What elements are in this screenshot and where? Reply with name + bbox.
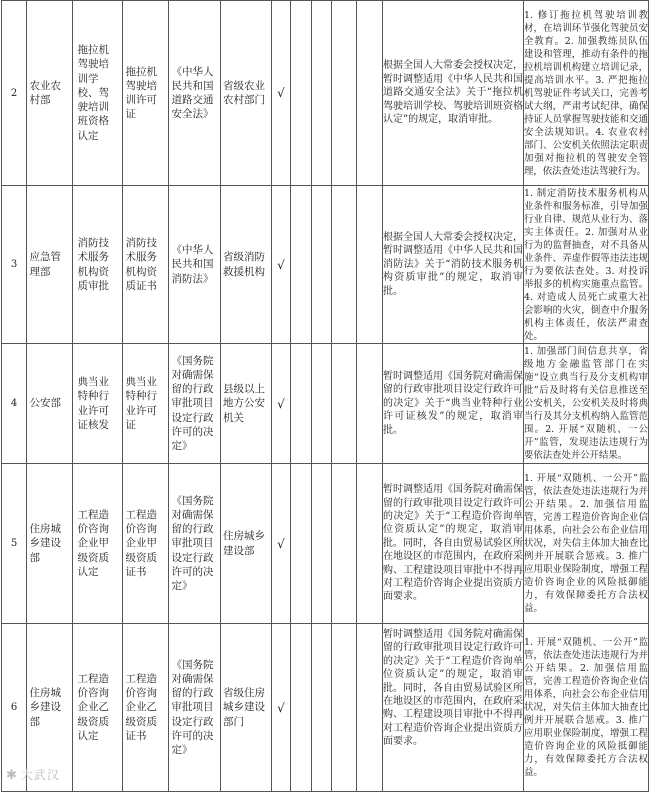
check-mark: √ (272, 1, 291, 186)
empty-cell (332, 624, 357, 792)
reform-basis: 根据全国人大常委会授权决定，暂时调整适用《中华人民共和国道路交通安全法》关于“拖拉机驾驶培训学校、驾驶培训班资格认定”的规定，取消审批。 (383, 1, 524, 186)
approval-authority: 县级以上地方公安机关 (223, 383, 265, 424)
permit-document: 拖拉机驾驶培训许可证 (125, 65, 157, 121)
department: 应急管理部 (29, 251, 61, 278)
empty-cell (332, 344, 357, 464)
department-cell (27, 464, 73, 624)
law-cell (169, 624, 221, 792)
empty-cell (357, 624, 383, 792)
permit-item: 消防技术服务机构资质审批 (77, 237, 109, 292)
table-row (2, 186, 649, 344)
empty-cell (332, 464, 357, 624)
permit-cell (123, 464, 169, 624)
item-cell (73, 344, 123, 464)
table-row (2, 464, 649, 624)
department-cell (27, 1, 73, 186)
supervision-measures: 1. 修订拖拉机驾驶培训教材，在培训环节强化驾驶员安全教育。2. 加强教练员队伍建设和管理，推动有条件的拖拉机培训机构建立培训记录，提高培训水平。3. 严把拖拉机驾驶证件考试关口，完善考试大纲，严肃考试纪律，确保持证人员掌握驾驶技能和交通安全法规知识。4. 农业农村部门、公安机关依照法定职责加强对拖拉机的驾驶安全管理，依法查处违法驾驶行为。 (524, 1, 649, 186)
spark-icon: ✱ (6, 768, 18, 783)
empty-cell (357, 464, 383, 624)
watermark (6, 766, 60, 783)
reform-basis: 暂时调整适用《国务院对确需保留的行政审批项目设定行政许可的决定》关于“工程造价咨询单位资质认定”的规定，取消审批。同时，各自由贸易试验区所在地设区的市范围内，在政府采购、工程建设项目审批中不得再对工程造价咨询企业提出资质方面要求。 (383, 464, 524, 624)
department-cell (27, 344, 73, 464)
empty-cell (312, 464, 332, 624)
approval-authority: 住房城乡建设部 (223, 530, 265, 557)
reform-basis: 根据全国人大常委会授权决定，暂时调整适用《中华人民共和国消防法》关于“消防技术服务机构资质审批”的规定，取消审批。 (383, 186, 524, 344)
empty-cell (312, 1, 332, 186)
permit-item: 拖拉机驾驶培训学校、驾驶培训班资格认定 (77, 44, 109, 142)
legal-basis: 《国务院对确需保留的行政审批项目设定行政许可的决定》 (171, 658, 214, 756)
law-cell (169, 186, 221, 344)
check-mark: √ (272, 464, 291, 624)
permit-item: 工程造价咨询企业甲级资质认定 (77, 508, 109, 578)
permit-item: 典当业特种行业许可证核发 (77, 376, 109, 431)
permit-document: 典当业特种行业许可证 (125, 376, 157, 431)
department: 住房城乡建设部 (29, 523, 61, 564)
department-cell (27, 186, 73, 344)
empty-cell (332, 1, 357, 186)
authority-cell (221, 464, 272, 624)
authority-cell (221, 186, 272, 344)
empty-cell (291, 186, 312, 344)
authority-cell (221, 344, 272, 464)
authority-cell (221, 1, 272, 186)
check-mark: √ (272, 344, 291, 464)
approval-authority: 省级消防救援机构 (223, 251, 265, 278)
empty-cell (332, 186, 357, 344)
table-row (2, 1, 649, 186)
permit-document: 消防技术服务机构资质证书 (125, 237, 157, 292)
authority-cell (221, 624, 272, 792)
law-cell (169, 1, 221, 186)
supervision-measures: 1. 制定消防技术服务机构从业条件和服务标准，引导加强行业自律、规范从业行为、落实主体责任。2. 加强对从业行为的监督抽查，对不具备从业条件、弄虚作假等违法违规行为要依法查处。3. 对投诉举报多的机构实施重点监管。4. 对造成人员死亡或重大社会影响的火灾，倒查中介服务机构主体责任，依法严肃查处。 (524, 187, 648, 342)
table-row (2, 344, 649, 464)
row-number: 2 (2, 1, 27, 186)
supervision-measures: 1. 加强部门间信息共享，省级地方金融监管部门在实施“设立典当行及分支机构审批”后及时将有关信息推送至公安机关，公安机关及时将典当行及其分支机构纳入监管范围。2. 开展“双随机、一公开”监管，发现违法违规行为要依法查处并公开结果。 (524, 344, 649, 464)
supervision-measures: 1. 开展“双随机、一公开”监管，依法查处违法违规行为并公开结果。2. 加强信用监管，完善工程造价咨询企业信用体系，向社会公布企业信用状况，对失信主体加大抽查比例并开展联合惩戒。3. 推广应用职业保险制度，增强工程造价咨询企业的风险抵御能力，有效保障委托方合法权益。 (524, 464, 649, 624)
legal-basis: 《中华人民共和国道路交通安全法》 (171, 65, 214, 121)
department: 公安部 (29, 397, 61, 410)
empty-cell (312, 344, 332, 464)
item-cell (73, 624, 123, 792)
table-row (2, 624, 649, 792)
legal-basis: 《国务院对确需保留的行政审批项目设定行政许可的决定》 (171, 354, 214, 452)
empty-cell (357, 186, 383, 344)
permit-cell (123, 344, 169, 464)
check-mark: √ (272, 624, 291, 792)
row-number: 5 (2, 464, 27, 624)
empty-cell (291, 1, 312, 186)
empty-cell (291, 344, 312, 464)
permit-cell (123, 1, 169, 186)
permit-document: 工程造价咨询企业甲级资质证书 (125, 508, 157, 578)
watermark-text: 大武汉 (20, 768, 60, 782)
supervision-measures: 1. 开展“双随机、一公开”监管，依法查处违法违规行为并公开结果。2. 加强信用监管，完善工程造价咨询企业信用体系，向社会公布企业信用状况，对失信主体加大抽查比例并开展联合惩戒。3. 推广应用职业保险制度，增强工程造价咨询企业的风险抵御能力，有效保障委托方合法权益。 (524, 624, 649, 792)
item-cell (73, 1, 123, 186)
empty-cell (357, 1, 383, 186)
row-number: 6 (2, 624, 27, 792)
check-mark: √ (272, 186, 291, 344)
permit-cell (123, 624, 169, 792)
row-number: 4 (2, 344, 27, 464)
legal-basis: 《中华人民共和国消防法》 (171, 244, 214, 285)
approval-authority: 省级住房城乡建设部门 (223, 687, 265, 728)
reform-basis: 暂时调整适用《国务院对确需保留的行政审批项目设定行政许可的决定》关于“典当业特种行业许可证核发”的规定，取消审批。 (383, 344, 524, 464)
empty-cell (291, 464, 312, 624)
empty-cell (312, 624, 332, 792)
legal-basis: 《国务院对确需保留的行政审批项目设定行政许可的决定》 (171, 494, 214, 592)
empty-cell (291, 624, 312, 792)
empty-cell (312, 186, 332, 344)
row-number: 3 (2, 186, 27, 344)
permit-cell (123, 186, 169, 344)
department: 住房城乡建设部 (29, 687, 61, 728)
law-cell (169, 344, 221, 464)
permit-item: 工程造价咨询企业乙级资质认定 (77, 672, 109, 742)
reform-basis: 暂时调整适用《国务院对确需保留的行政审批项目设定行政许可的决定》关于“工程造价咨询单位资质认定”的规定，取消审批。同时，各自由贸易试验区所在地设区的市范围内，在政府采购、工程建设项目审批中不得再对工程造价咨询企业提出资质方面要求。 (383, 624, 524, 792)
department: 农业农村部 (29, 79, 61, 106)
law-cell (169, 464, 221, 624)
item-cell (73, 464, 123, 624)
empty-cell (357, 344, 383, 464)
permit-document: 工程造价咨询企业乙级资质证书 (125, 672, 157, 742)
item-cell (73, 186, 123, 344)
permit-reform-table (1, 0, 649, 792)
approval-authority: 省级农业农村部门 (223, 79, 265, 106)
